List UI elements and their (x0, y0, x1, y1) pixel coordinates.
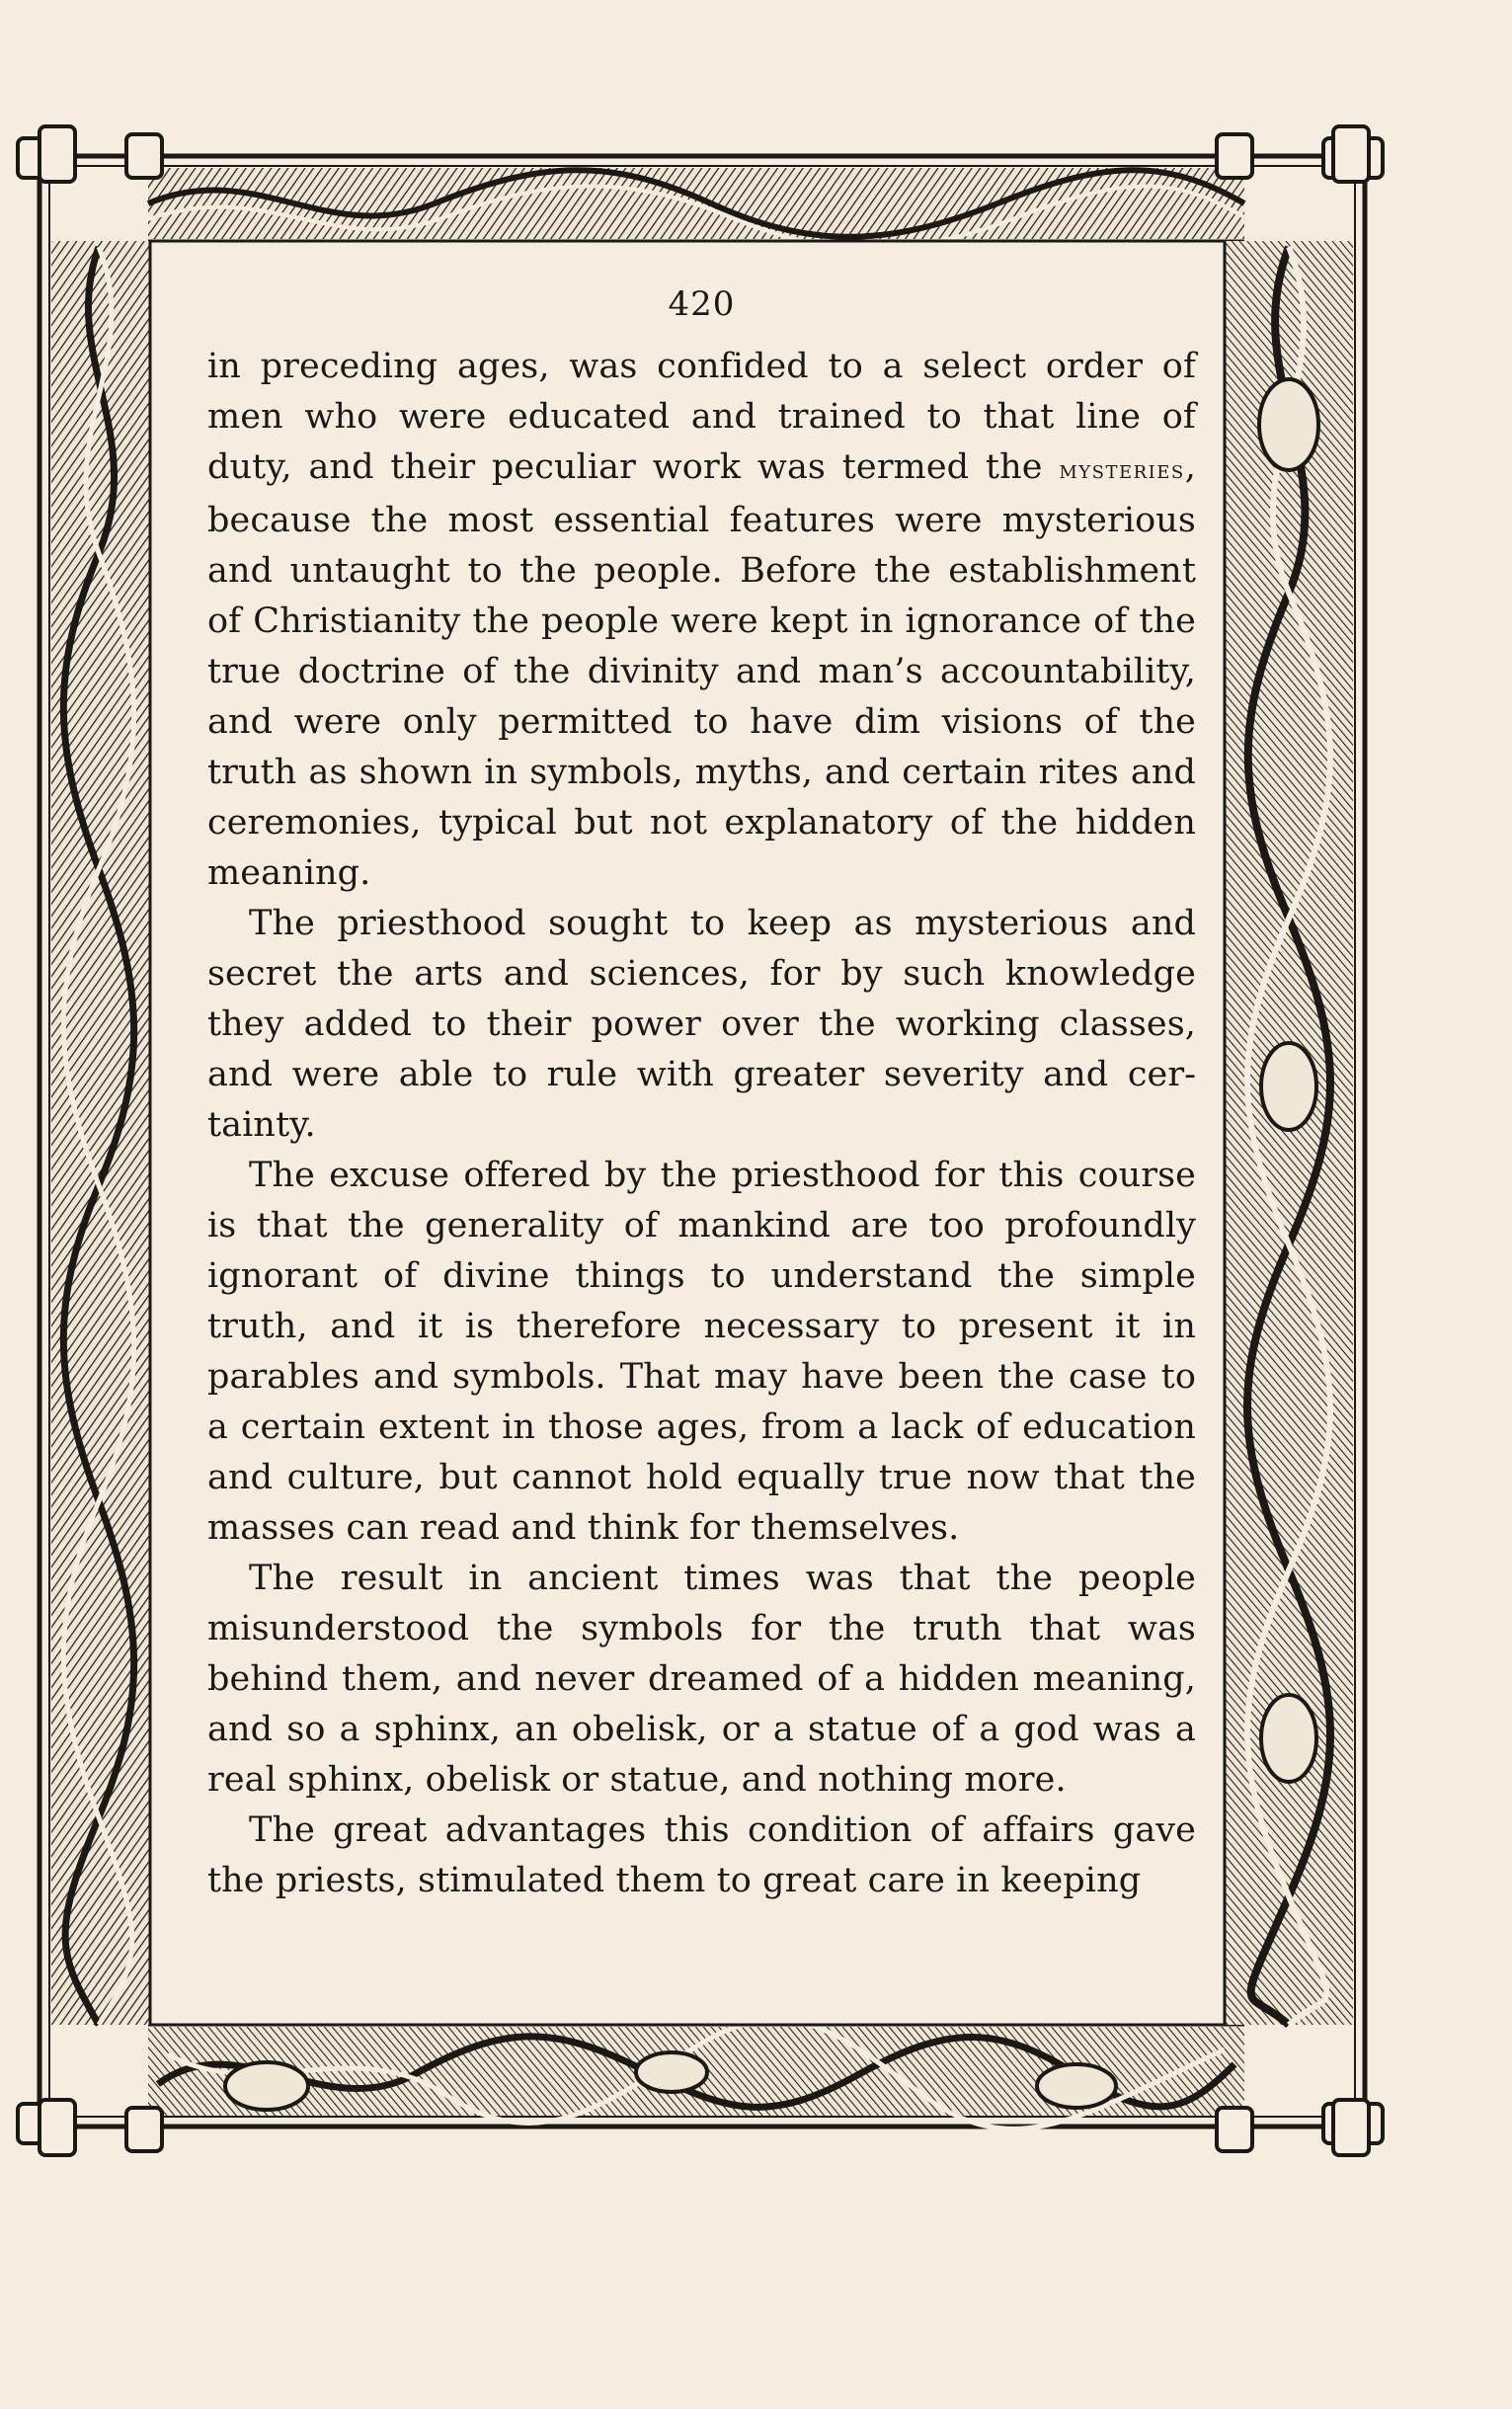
paragraph: The great advantages this condition of affairs gave the priests, stimulated them to great care in keeping (207, 1810, 1196, 1900)
paragraph-text: , because the most essential features were mysterious and untaught to the people. Before the establishment of Christianity the people were kept in ignorance of the true doctrine of the divinity and man’s accountability, and were only permitted to have dim visions of the truth as shown in symbols, myths, and certain rites and ceremonies, typical but not explanatory of the hidden meaning. (207, 447, 1196, 893)
paragraph: The excuse offered by the priesthood for this course is that the generality of mankind are too profoundly ignorant of divine things to understand the simple truth, and it is therefore necessary to present it in parables and symbols. That may have been the case to a certain extent in those ages, from a lack of education and culture, but cannot hold equally true now that the masses can read and think for themselves. (207, 1156, 1196, 1548)
top-ornament-band (148, 168, 1244, 249)
bottom-ornament-band (148, 2020, 1244, 2129)
page-number: 420 (668, 284, 736, 324)
paragraph (207, 342, 1196, 899)
text-panel (158, 259, 1220, 2017)
paragraph-text: in preceding ages, was confided to a select order of men who were educated and trained to that line of duty, and their peculiar work was termed the (207, 347, 1196, 487)
small-caps-term: mysteries (1059, 455, 1185, 485)
paragraph: The result in ancient times was that the people misunderstood the symbols for the truth that was behind them, and never dreamed of a hidden meaning, and so a sphinx, an obelisk, or a statue of a god was a real sphinx, obelisk or statue, and nothing more. (207, 1559, 1196, 1800)
paragraph: The priesthood sought to keep as mysterious and secret the arts and sciences, for by such knowledge they added to their power over the working classes, and were able to rule with greater severity and certainty. (207, 904, 1196, 1145)
right-ornament-band (1225, 241, 1353, 2025)
left-ornament-band (51, 241, 150, 2025)
